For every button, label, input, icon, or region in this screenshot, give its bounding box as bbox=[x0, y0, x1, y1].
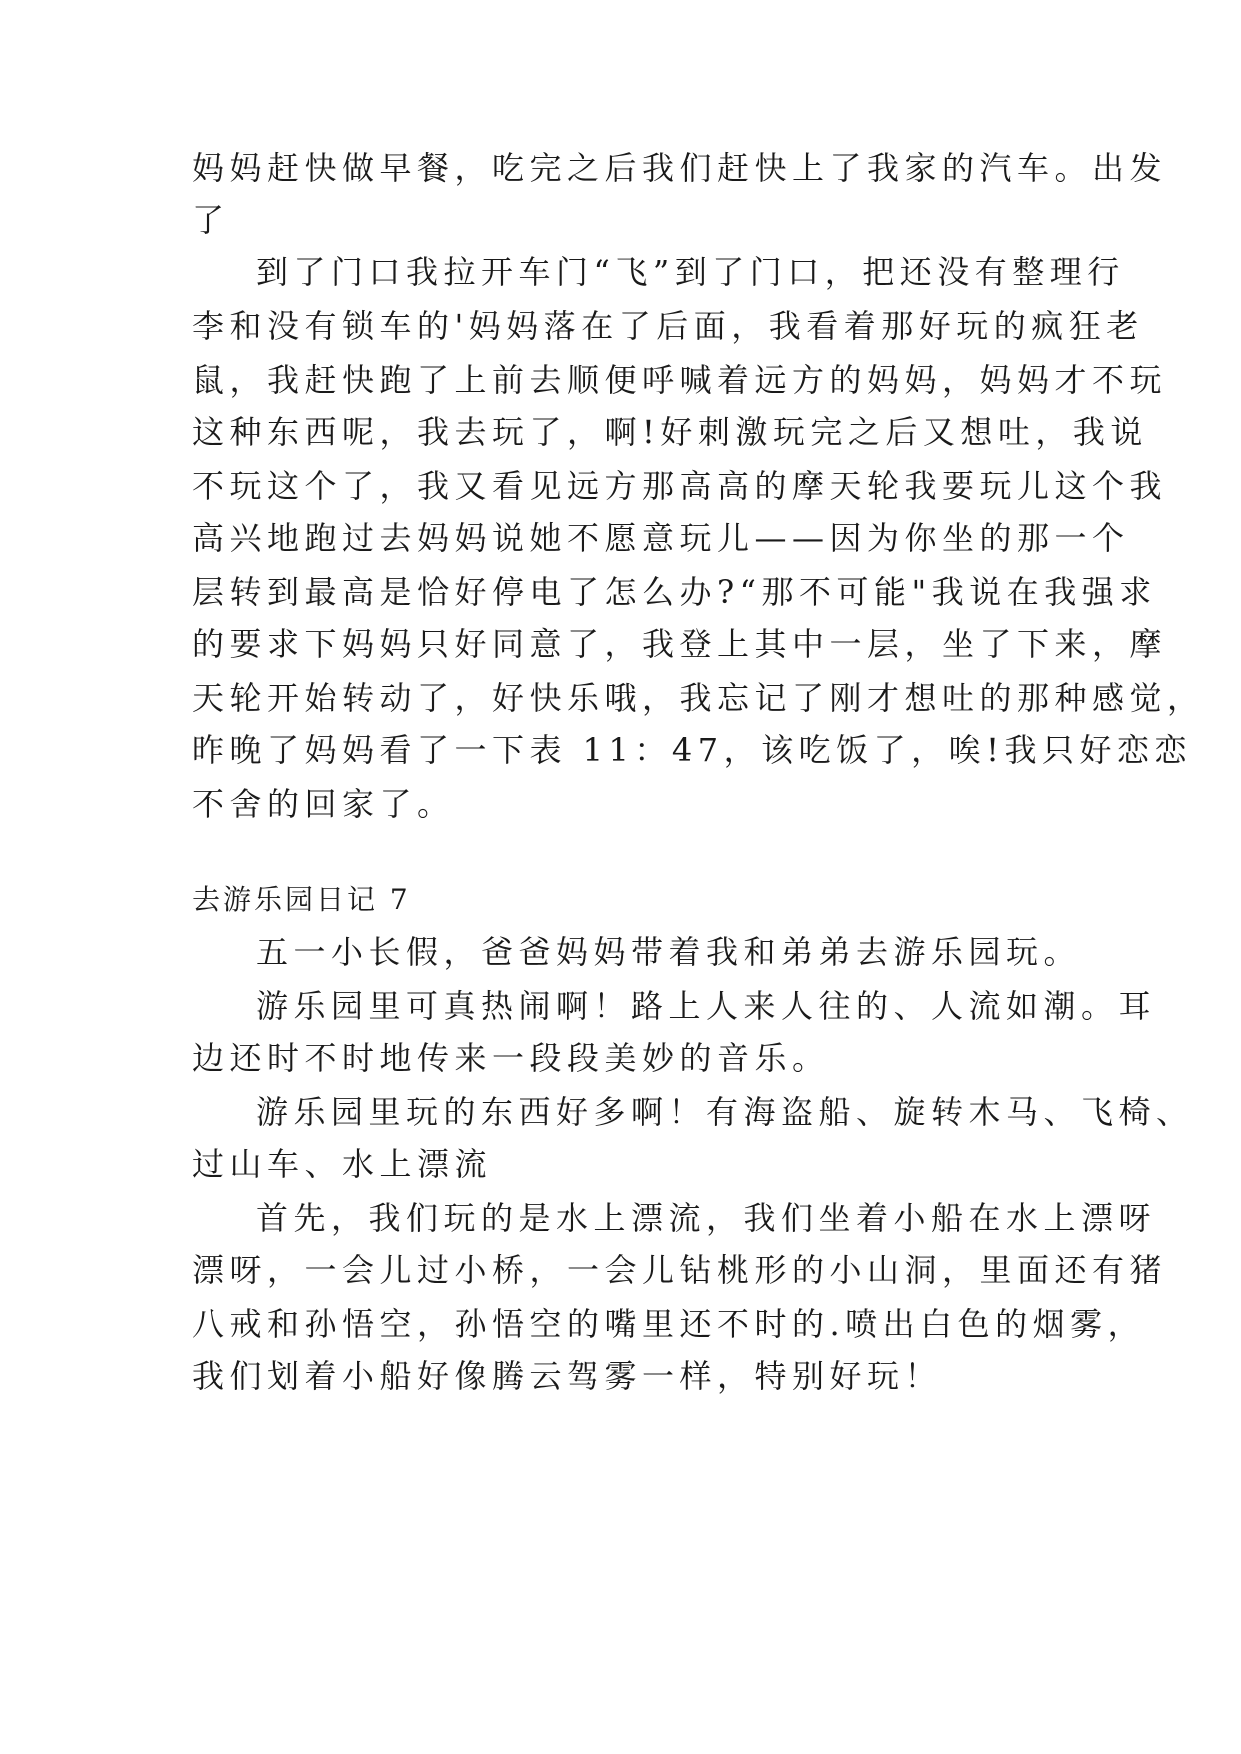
paragraph-line: 游乐园里玩的东西好多啊！有海盗船、旋转木马、飞椅、 bbox=[256, 1093, 1194, 1131]
paragraph-line: 的要求下妈妈只好同意了，我登上其中一层，坐了下来，摩 bbox=[192, 625, 1168, 663]
paragraph-line: 过山车、水上漂流 bbox=[192, 1145, 493, 1183]
paragraph-line: 层转到最高是恰好停电了怎么办?“那不可能"我说在我强求 bbox=[192, 573, 1157, 611]
paragraph-line: 不玩这个了，我又看见远方那高高的摩天轮我要玩儿这个我 bbox=[192, 467, 1168, 505]
paragraph-line: 妈妈赶快做早餐，吃完之后我们赶快上了我家的汽车。出发 bbox=[192, 149, 1168, 187]
paragraph-line: 游乐园里可真热闹啊！路上人来人往的、人流如潮。耳 bbox=[256, 987, 1157, 1025]
paragraph-line: 五一小长假，爸爸妈妈带着我和弟弟去游乐园玩。 bbox=[256, 933, 1082, 971]
paragraph-line: 漂呀，一会儿过小桥，一会儿钻桃形的小山洞，里面还有猪 bbox=[192, 1251, 1168, 1289]
paragraph-line: 了 bbox=[192, 201, 230, 239]
paragraph-line: 鼠，我赶快跑了上前去顺便呼喊着远方的妈妈，妈妈才不玩 bbox=[192, 361, 1168, 399]
paragraph-line: 这种东西呢，我去玩了，啊!好刺激玩完之后又想吐，我说 bbox=[192, 413, 1148, 451]
paragraph-line: 高兴地跑过去妈妈说她不愿意玩儿——因为你坐的那一个 bbox=[192, 519, 1130, 557]
paragraph-line: 八戒和孙悟空，孙悟空的嘴里还不时的.喷出白色的烟雾， bbox=[192, 1305, 1146, 1343]
paragraph-line: 天轮开始转动了，好快乐哦，我忘记了刚才想吐的那种感觉， bbox=[192, 679, 1205, 717]
paragraph-line: 昨晚了妈妈看了一下表 11：47，该吃饭了，唉!我只好恋恋 bbox=[192, 731, 1192, 769]
paragraph-line: 李和没有锁车的'妈妈落在了后面，我看着那好玩的疯狂老 bbox=[192, 307, 1144, 345]
section-title: 去游乐园日记 7 bbox=[192, 883, 411, 916]
paragraph-line: 不舍的回家了。 bbox=[192, 785, 455, 823]
paragraph-line: 边还时不时地传来一段段美妙的音乐。 bbox=[192, 1039, 830, 1077]
paragraph-line: 首先，我们玩的是水上漂流，我们坐着小船在水上漂呀 bbox=[256, 1199, 1157, 1237]
paragraph-line: 我们划着小船好像腾云驾雾一样，特别好玩！ bbox=[192, 1357, 943, 1395]
paragraph-line: 到了门口我拉开车门“飞”到了门口，把还没有整理行 bbox=[256, 253, 1125, 291]
